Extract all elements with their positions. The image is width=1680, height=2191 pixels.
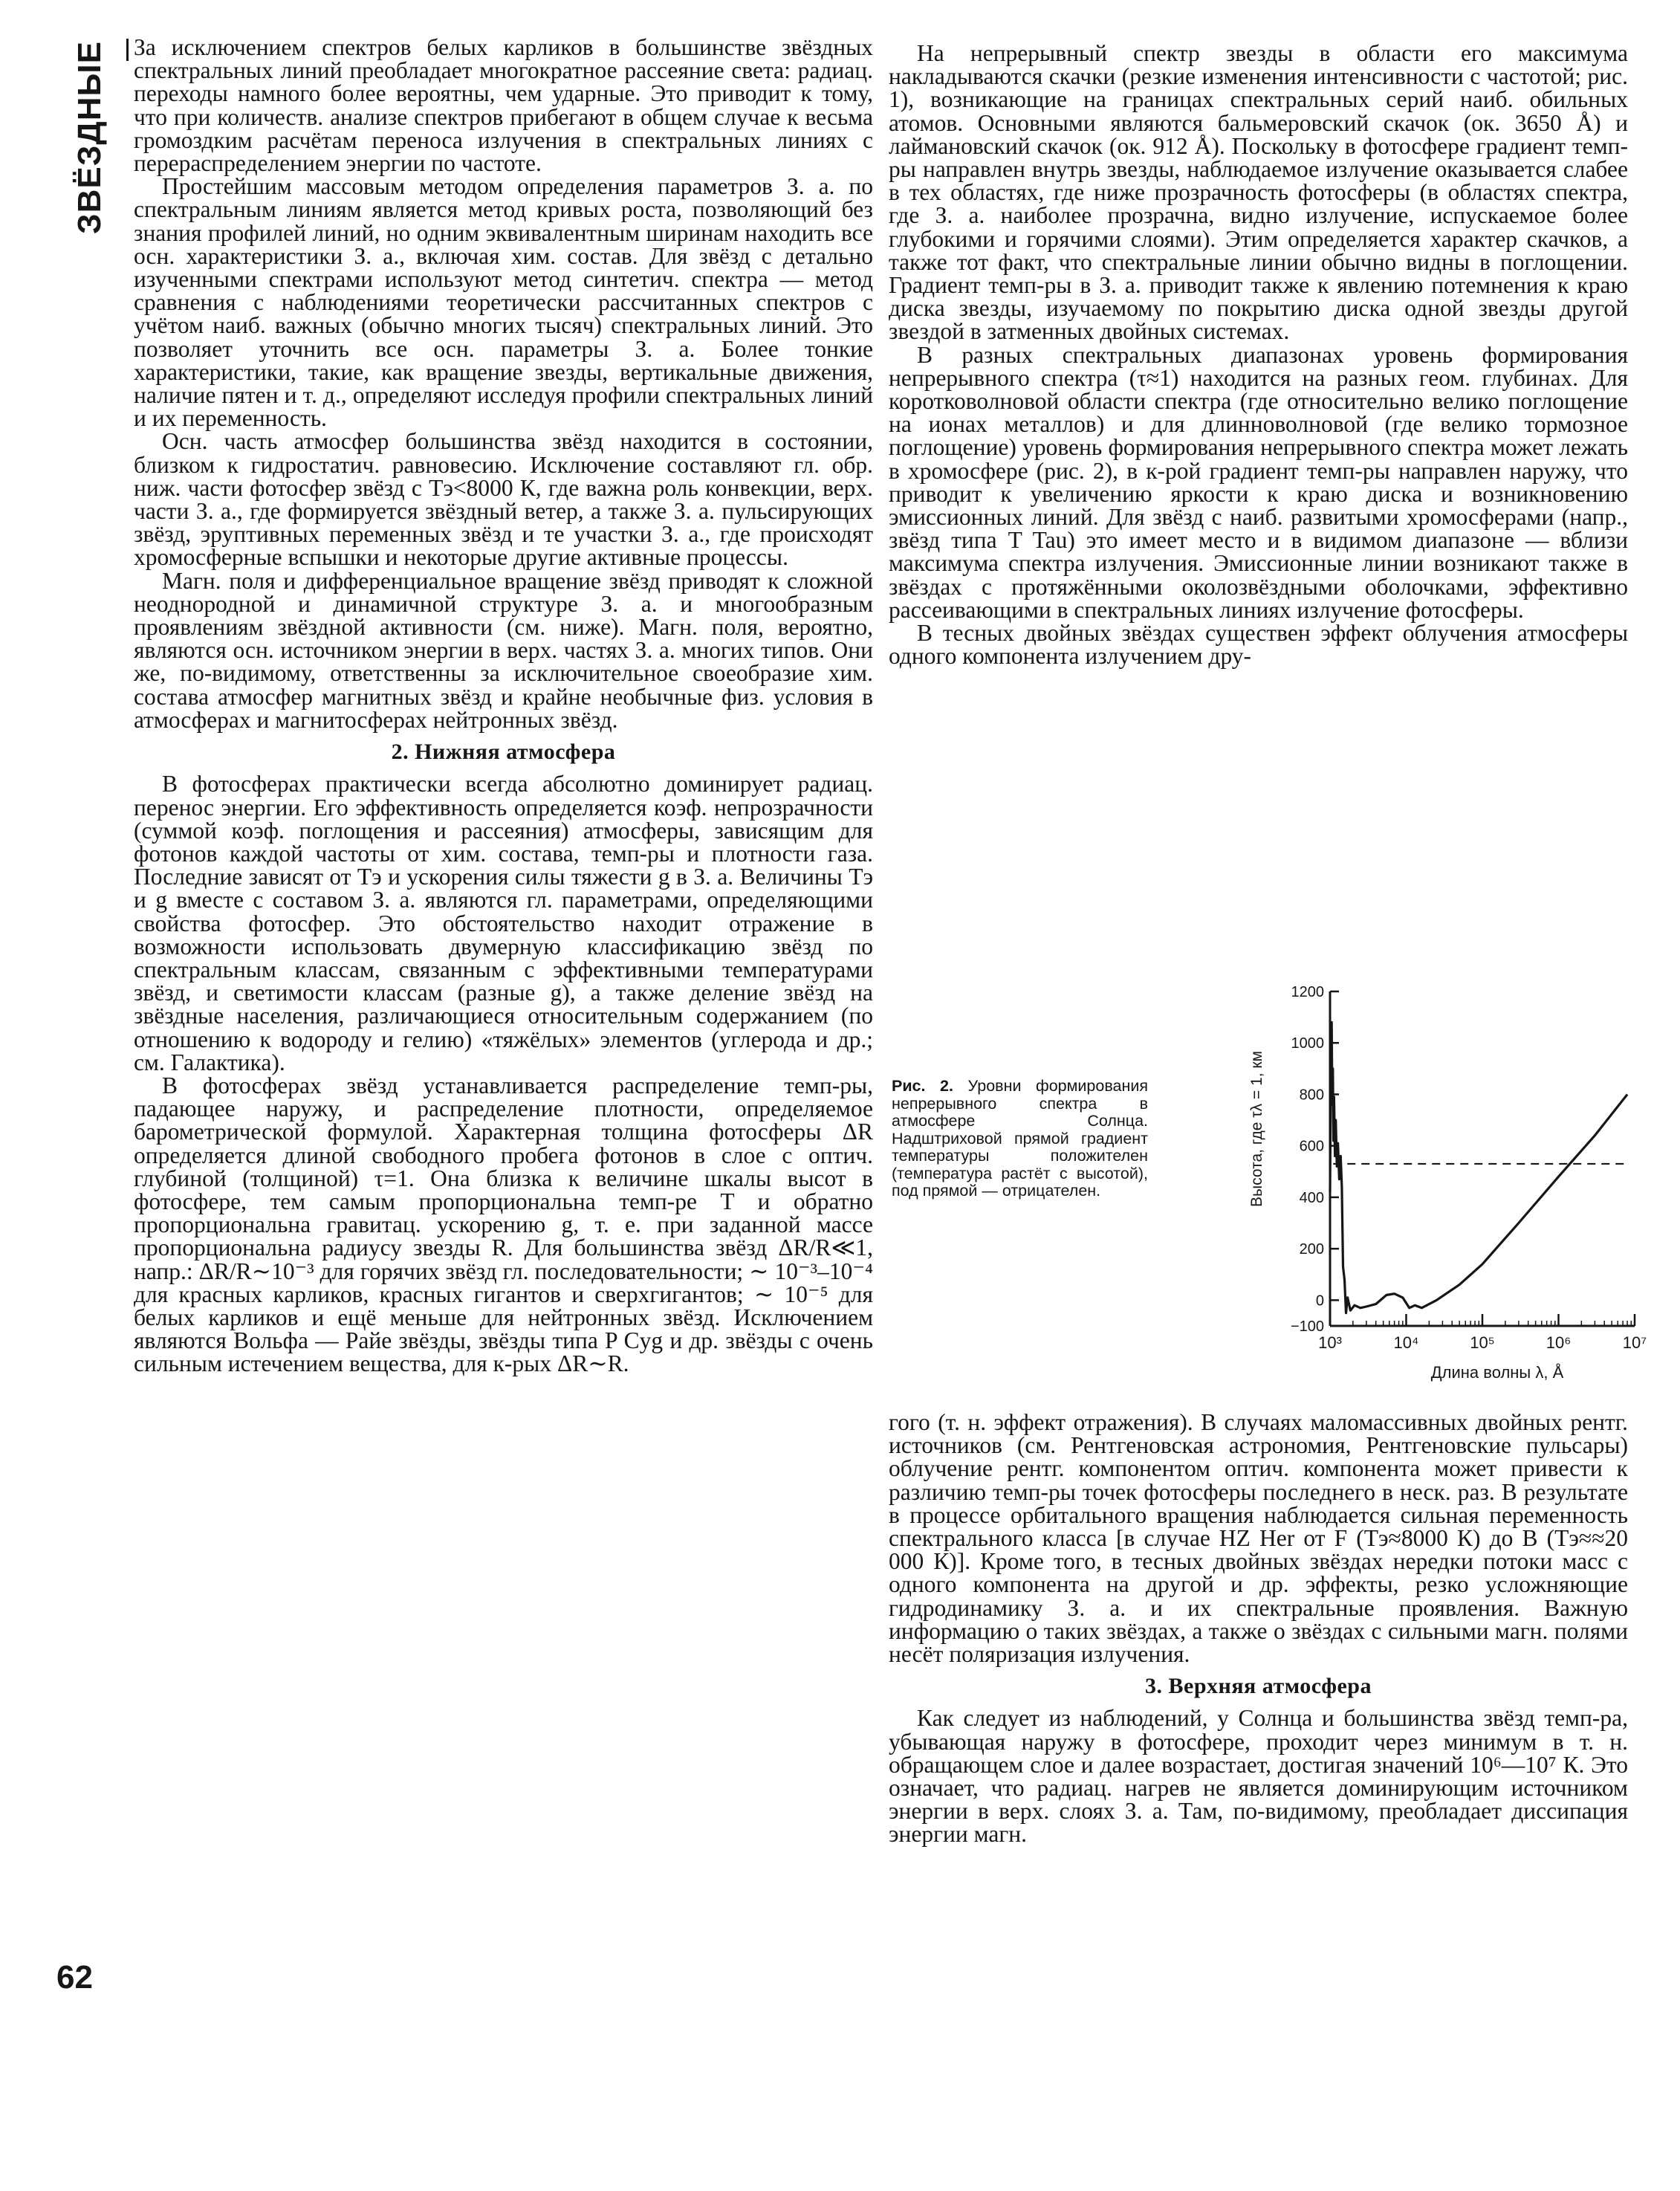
- y-tick-label: 800: [1299, 1087, 1324, 1104]
- x-tick-label: 10⁷: [1622, 1333, 1647, 1352]
- paragraph: За исключением спектров белых карликов в большинстве звёздных спектральных линий преобладает многократное рассеяние света: радиац. переходы намного более вероятны, чем ударные. Это приводит к тому, что при количеств. анализе спектров прибегают в общем случае к весьма громоздким расчётам переноса излучения в спектральных линиях с перераспределением энергии по частоте.: [134, 34, 873, 177]
- section-title: 3. Верхняя атмосфера: [1145, 1674, 1372, 1699]
- paragraph: В фотосферах практически всегда абсолютно доминирует радиац. перенос энергии. Его эффективность определяется коэф. непрозрачности (суммой коэф. поглощения и рассеяния) атмосферы, зависящим для фотонов каждой частоты от хим. состава, темп-ры и плотности газа. Последние зависят от Тэ и ускорения силы тяжести g в З. а. Величины Тэ и g вместе с составом З. а. являются гл. параметрами, определяющими свойства фотосфер. Это обстоятельство находит отражение в возможности использовать двумерную классификацию звёзд по спектральным классам, связанным с эффективными температурами звёзд, и светимости классам (разные g), а также деление звёзд на звёздные населения, различающиеся относительным содержанием (по отношению к водороду и гелию) «тяжёлых» элементов (углерода и др.; см. Галактика).: [134, 771, 873, 1075]
- paragraph: Простейшим массовым методом определения параметров З. а. по спектральным линиям является метод кривых роста, позволяющий без знания профилей линий, но одним эквивалентным ширинам находить все осн. характеристики З. а., включая хим. состав. Для звёзд с детально изученными спектрами используют метод синтетич. спектра — метод сравнения с наблюдениями теоретически рассчитанных спектров с учётом наиб. важных (обычно многих тысяч) спектральных линий. Это позволяет уточнить все осн. параметры З. а. Более тонкие характеристики, такие, как вращение звезды, вертикальные движения, наличие пятен и т. д., определяют исследуя профили спектральных линий и их переменность.: [134, 173, 873, 432]
- x-tick-label: 10⁵: [1470, 1333, 1495, 1352]
- paragraph: В разных спектральных диапазонах уровень формирования непрерывного спектра (τ≈1) находится на разных геом. глубинах. Для коротковолновой области спектра (где относительно велико поглощение на ионах металлов) и для длинноволновой (где велико тормозное поглощение) уровень формирования непрерывного спектра может лежать в хромосфере (рис. 2), в к-рой градиент темп-ры направлен наружу, что приводит к увеличению яркости к краю диска и возникновению эмиссионных линий. Для звёзд с наиб. развитыми хромосферами (напр., звёзд типа T Tau) это имеет место и в видимом диапазоне — вблизи максимума спектра излучения. Эмиссионные линии возникают также в звёздах с протяжёнными околозвёздными оболочками, эффективно рассеивающими в спектральных линиях излучение фотосферы.: [889, 341, 1628, 623]
- paragraph: В фотосферах звёзд устанавливается распределение темп-ры, падающее наружу, и распределение плотности, определяемое барометрической формулой. Характерная толщина фотосферы ΔR определяется длиной свободного пробега фотонов в слое с оптич. глубиной (толщиной) τ=1. Она близка к величине шкалы высот в фотосфере, тем самым пропорциональна темп-ре T и обратно пропорциональна гравитац. ускорению g, т. е. при заданной массе пропорциональна радиусу звезды R. Для большинства звёзд ΔR/R≪1, напр.: ΔR/R∼10⁻³ для горячих звёзд гл. последовательности; ∼ 10⁻³–10⁻⁴ для красных карликов, красных гигантов и сверхгигантов; ∼ 10⁻⁵ для белых карликов и ещё меньше для нейтронных звёзд. Исключением являются Вольфа — Райе звёзды, звёзды типа P Cyg и др. звёзды с очень сильным истечением вещества, для к-рых ΔR∼R.: [134, 1072, 873, 1377]
- right-column-top: [889, 40, 1628, 670]
- paragraph: Магн. поля и дифференциальное вращение звёзд приводят к сложной неоднородной и динамичной структуре З. а. и многообразным проявлениям звёздной активности (см. ниже). Магн. поля, вероятно, являются осн. источником энергии в верх. частях З. а. многих типов. Они же, по-видимому, ответственны за исключительное своеобразие хим. состава атмосфер магнитных звёзд и крайне необычные физ. условия в атмосферах и магнитосферах нейтронных звёзд.: [134, 567, 873, 733]
- page-number: 62: [56, 1959, 93, 1996]
- formation-level-chart: [1129, 983, 1650, 1393]
- paragraph: Как следует из наблюдений, у Солнца и большинства звёзд темп-ра, убывающая наружу в фотосфере, проходит через минимум в т. н. обращающем слое и далее возрастает, достигая значений 10⁶—10⁷ К. Это означает, что радиац. нагрев не является доминирующим источником энергии в верх. слоях З. а. Там, по-видимому, преобладает диссипация энергии магн.: [889, 1705, 1628, 1848]
- paragraph: гого (т. н. эффект отражения). В случаях маломассивных двойных рентг. источников (см. Рентгеновская астрономия, Рентгеновские пульсары) облучение рентг. компонентом оптич. компонента может привести к различию темп-ры точек фотосферы последнего в неск. раз. В результате в процессе орбитального вращения наблюдается сильная переменность спектрального класса [в случае HZ Her от F (Тэ≈8000 К) до B (Тэ≈≈20 000 К)]. Кроме того, в тесных двойных звёздах нередки потоки масс с одного компонента на другой и др. эффекты, резко усложняющие гидродинамику З. а. и их спектральные проявления. Важную информацию о таких звёздах, а также о звёздах с сильными магн. полями несёт поляризация излучения.: [889, 1409, 1628, 1668]
- header-rule: [126, 39, 129, 61]
- running-head: ЗВЁЗДНЫЕ: [71, 41, 108, 234]
- y-axis-label: Высота, где τλ = 1, км: [1248, 1051, 1265, 1207]
- left-column: [134, 36, 873, 1376]
- series-line: [1330, 1023, 1627, 1313]
- figure-caption-text: Уровни формирования непрерывного спектра в атмосфере Солнца. Надштриховой прямой градиент температуры положителен (температура растёт с высотой), под прямой — отрицателен.: [892, 1077, 1148, 1200]
- paragraph: Осн. часть атмосфер большинства звёзд находится в состоянии, близком к гидростатич. равновесию. Исключение составляют гл. обр. ниж. части фотосфер звёзд с Тэ<8000 К, где важна роль конвекции, верх. части З. а., где формируется звёздный ветер, а также З. а. пульсирующих звёзд, эруптивных переменных звёзд и те участки З. а., где происходят хромосферные вспышки и некоторые другие активные процессы.: [134, 428, 873, 571]
- y-tick-label: 1200: [1291, 984, 1324, 1000]
- y-tick-label: 200: [1299, 1241, 1324, 1258]
- x-tick-label: 10⁴: [1393, 1333, 1419, 1352]
- y-tick-label: 0: [1315, 1292, 1324, 1310]
- section-title: 2. Нижняя атмосфера: [391, 739, 616, 765]
- y-tick-label: −100: [1290, 1318, 1324, 1335]
- figure-2: [884, 983, 1650, 1393]
- y-tick-label: 400: [1299, 1189, 1324, 1206]
- figure-caption-label: Рис. 2.: [892, 1077, 953, 1095]
- y-tick-label: 1000: [1291, 1035, 1324, 1052]
- figure-caption: [892, 1078, 1148, 1200]
- x-tick-label: 10⁶: [1546, 1333, 1572, 1352]
- x-axis-label: Длина волны λ, Å: [1430, 1363, 1564, 1382]
- paragraph: На непрерывный спектр звезды в области его максимума накладываются скачки (резкие изменения интенсивности с частотой; рис. 1), возникающие на границах спектральных серий наиб. обильных атомов. Основными являются бальмеровский скачок (ок. 3650 Å) и лаймановский скачок (ок. 912 Å). Поскольку в фотосфере градиент темп-ры направлен внутрь звезды, наблюдаемое излучение оказывается слабее в тех областях, где ниже прозрачность фотосферы (в областях спектра, где З. а. наиболее прозрачна, видно излучение, испускаемое более глубокими и горячими слоями). Этим определяется характер скачков, а также тот факт, что спектральные линии обычно видны в поглощении. Градиент темп-ры в З. а. приводит также к явлению потемнения к краю диска звезды, изучаемому по покрытию диска одной звезды другой звездой в затменных двойных системах.: [889, 40, 1628, 345]
- x-tick-label: 10³: [1318, 1333, 1342, 1352]
- right-column-bottom: [889, 1411, 1628, 1846]
- y-tick-label: 600: [1299, 1138, 1324, 1155]
- paragraph: В тесных двойных звёздах существен эффект облучения атмосферы одного компонента излучением дру-: [889, 620, 1628, 670]
